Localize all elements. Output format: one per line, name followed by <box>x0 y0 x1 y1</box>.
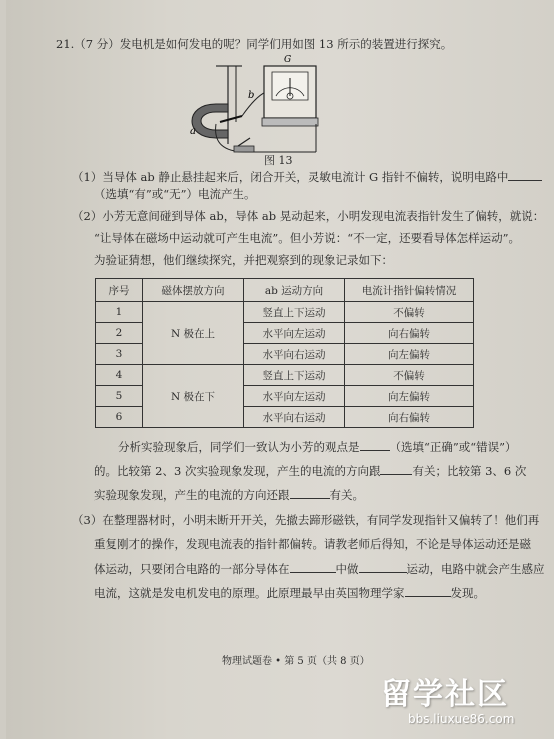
answer-blank-1[interactable] <box>508 168 542 181</box>
row-motion: 水平向右运动 <box>244 344 345 365</box>
row-no: 1 <box>96 302 143 323</box>
row-motion: 水平向左运动 <box>244 323 345 344</box>
row-no: 4 <box>96 365 143 386</box>
part2-line3: 为验证猜想，他们继续探究，并把观察到的现象记录如下： <box>94 253 393 267</box>
figure-caption: 图 13 <box>264 154 293 167</box>
watermark-url: bbs.liuxue86.com <box>408 712 515 726</box>
exam-page <box>6 0 554 739</box>
part3-line4: 电流，这就是发电机发电的原理。此原理最早由英国物理学家 发现。 <box>94 586 485 600</box>
row-result: 不偏转 <box>345 302 474 323</box>
label-g: G <box>284 55 292 65</box>
answer-blank-6[interactable] <box>359 560 407 573</box>
answer-blank-5[interactable] <box>290 560 336 573</box>
row-motion: 竖直上下运动 <box>244 302 345 323</box>
part1-line2: （选填“有”或“无”）电流产生。 <box>94 187 256 201</box>
row-motion: 竖直上下运动 <box>244 365 345 386</box>
part3-line2: 重复刚才的操作，发现电流表的指针都偏转。请教老师后得知，不论是导体运动还是磁 <box>94 537 531 551</box>
header-no: 序号 <box>96 279 143 302</box>
row-motion: 水平向右运动 <box>244 407 345 428</box>
analysis-line3: 实验现象发现，产生的电流的方向还跟 有关。 <box>94 488 364 502</box>
part1-line1: （1）当导体 ab 静止悬挂起来后，闭合开关，灵敏电流计 G 指针不偏转，说明电路中 <box>72 168 542 185</box>
part3-line1: （3）在整理器材时，小明未断开开关，先撤去蹄形磁铁，有同学发现指针又偏转了！他们再 <box>72 513 540 527</box>
watermark-logo: 留学社区 <box>381 677 509 712</box>
row-no: 5 <box>96 386 143 407</box>
row-result: 向左偏转 <box>345 386 474 407</box>
row-result: 向右偏转 <box>345 323 474 344</box>
table-header-row <box>96 279 474 302</box>
header-motion: ab 运动方向 <box>244 279 345 302</box>
row-result: 向左偏转 <box>345 344 474 365</box>
label-a: a <box>190 126 196 137</box>
answer-blank-4[interactable] <box>290 486 330 499</box>
question-intro: 21.（7 分）发电机是如何发电的呢？同学们用如图 13 所示的装置进行探究。 <box>56 37 453 51</box>
table-row <box>96 302 474 323</box>
answer-blank-3[interactable] <box>380 462 412 475</box>
figure-13-apparatus <box>176 52 326 167</box>
part3-line3: 体运动，只要闭合电路的一部分导体在 中做 运动，电路中就会产生感应 <box>94 562 545 576</box>
answer-blank-2[interactable] <box>360 438 390 451</box>
switch-base <box>234 146 254 152</box>
table-row <box>96 365 474 386</box>
answer-blank-7[interactable] <box>405 584 451 597</box>
row-no: 6 <box>96 407 143 428</box>
row-no: 2 <box>96 323 143 344</box>
analysis-line2: 的。比较第 2、3 次实验现象发现，产生的电流的方向跟 有关；比较第 3、6 次 <box>94 464 527 478</box>
magnet-group-n-down: N 极在下 <box>143 365 244 428</box>
row-result: 不偏转 <box>345 365 474 386</box>
row-no: 3 <box>96 344 143 365</box>
switch-lever <box>238 138 250 146</box>
part2-line1: （2）小芳无意间碰到导体 ab，导体 ab 晃动起来，小明发现电流表指针发生了偏转，就说： <box>72 209 545 223</box>
part2-line2: “让导体在磁场中运动就可产生电流”。但小芳说：“不一定，还要看导体怎样运动”。 <box>94 231 521 245</box>
analysis-line1: 分析实验现象后，同学们一致认为小芳的观点是 （选填“正确”或“错误”） <box>118 440 517 454</box>
label-b: b <box>248 90 255 101</box>
header-magnet: 磁体摆放方向 <box>143 279 244 302</box>
header-deflection: 电流计指针偏转情况 <box>345 279 474 302</box>
experiment-table <box>95 278 474 428</box>
row-result: 向右偏转 <box>345 407 474 428</box>
magnet-group-n-up: N 极在上 <box>143 302 244 365</box>
row-motion: 水平向左运动 <box>244 386 345 407</box>
page-footer: 物理试题卷 • 第 5 页（共 8 页） <box>222 656 370 667</box>
conductor-ab <box>220 116 242 122</box>
